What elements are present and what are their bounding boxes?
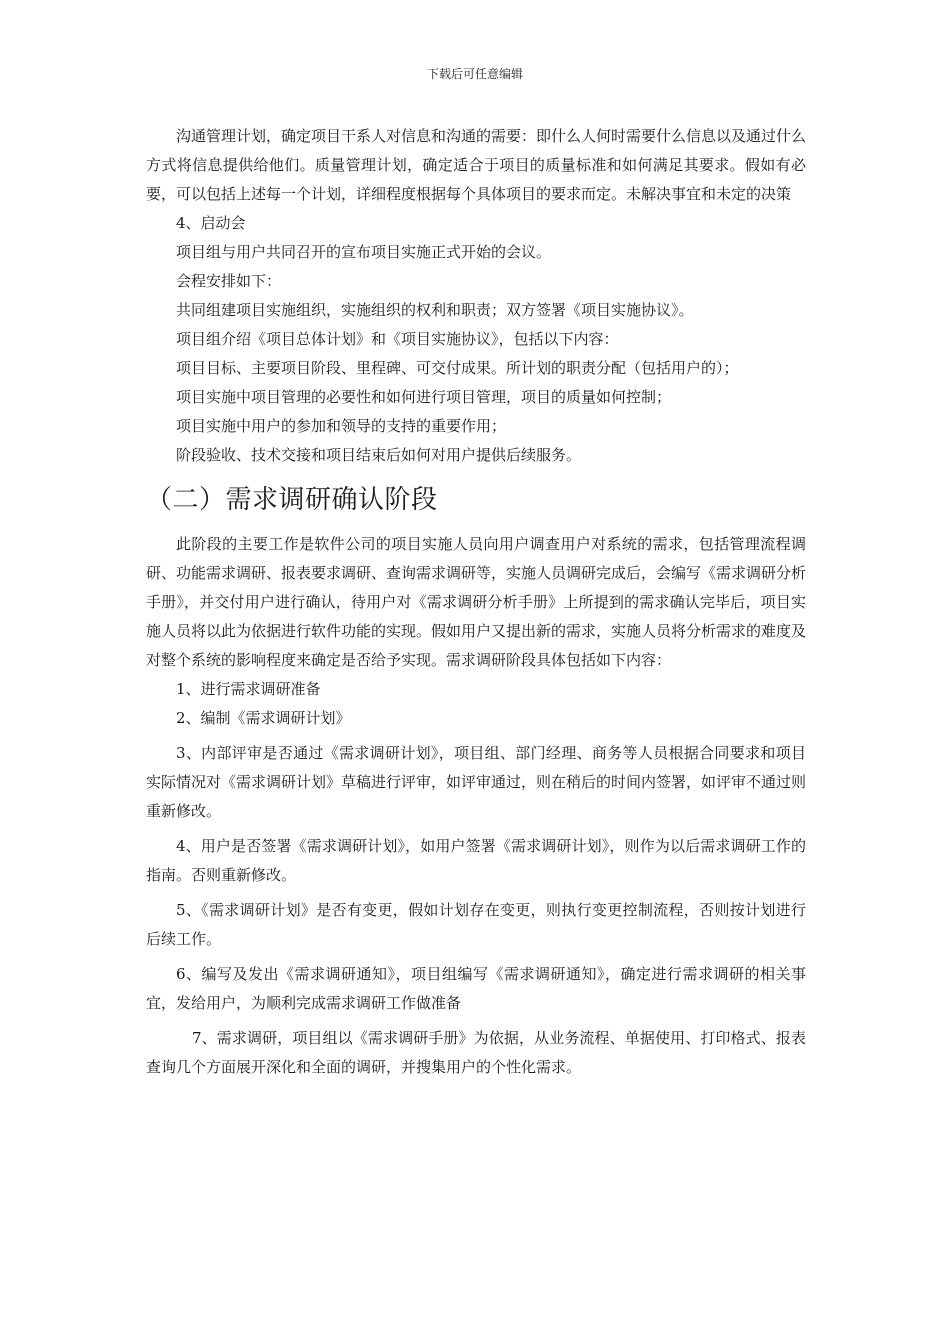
page-header: 下载后可任意编辑 (426, 67, 523, 81)
step-item: 5、《需求调研计划》是否有变更，假如计划存在变更，则执行变更控制流程，否则按计划进行后续工作。 (146, 901, 806, 948)
kickoff-description: 项目组与用户共同召开的宣布项目实施正式开始的会议。 (176, 243, 552, 261)
kickoff-agenda-item: 项目组介绍《项目总体计划》和《项目实施协议》，包括以下内容： (176, 330, 619, 348)
step-item: 6、编写及发出《需求调研通知》，项目组编写《需求调研通知》，确定进行需求调研的相关事宜，发给用户，为顺利完成需求调研工作做准备 (146, 965, 806, 1012)
kickoff-agenda-item: 项目目标、主要项目阶段、里程碑、可交付成果。所计划的职责分配（包括用户的）； (176, 359, 739, 377)
kickoff-agenda-label: 会程安排如下： (176, 272, 282, 290)
step-item: 2、编制《需求调研计划》 (176, 709, 351, 727)
section-heading: （二）需求调研确认阶段 (146, 485, 438, 515)
kickoff-agenda-item: 项目实施中项目管理的必要性和如何进行项目管理，项目的质量如何控制； (176, 388, 672, 406)
step-item: 1、进行需求调研准备 (176, 680, 321, 698)
intro-paragraph: 沟通管理计划，确定项目干系人对信息和沟通的需要：即什么人何时需要什么信息以及通过什么方式将信息提供给他们。质量管理计划，确定适合于项目的质量标准和如何满足其要求。假如有必要，可以包括上述每一个计划，详细程度根据每个具体项目的要求而定。未解决事宜和未定的决策 (146, 127, 807, 203)
kickoff-agenda-item: 阶段验收、技术交接和项目结束后如何对用户提供后续服务。 (176, 446, 582, 464)
kickoff-title: 4、启动会 (176, 214, 246, 232)
section-intro-paragraph: 此阶段的主要工作是软件公司的项目实施人员向用户调查用户对系统的需求，包括管理流程调研、功能需求调研、报表要求调研、查询需求调研等，实施人员调研完成后，会编写《需求调研分析手册》，并交付用户进行确认，待用户对《需求调研分析手册》上所提到的需求确认完毕后，项目实施人员将以此为依据进行软件功能的实现。假如用户又提出新的需求，实施人员将分析需求的难度及对整个系统的影响程度来确定是否给予实现。需求调研阶段具体包括如下内容： (146, 535, 807, 669)
kickoff-agenda-item: 共同组建项目实施组织，实施组织的权利和职责；双方签署《项目实施协议》。 (176, 301, 694, 319)
step-item: 7、需求调研，项目组以《需求调研手册》为依据，从业务流程、单据使用、打印格式、报表查询几个方面展开深化和全面的调研，并搜集用户的个性化需求。 (146, 1029, 806, 1076)
kickoff-agenda-item: 项目实施中用户的参加和领导的支持的重要作用； (176, 417, 507, 435)
step-item: 4、用户是否签署《需求调研计划》，如用户签署《需求调研计划》，则作为以后需求调研工作的指南。否则重新修改。 (146, 837, 806, 884)
step-item: 3、内部评审是否通过《需求调研计划》，项目组、部门经理、商务等人员根据合同要求和项目实际情况对《需求调研计划》草稿进行评审，如评审通过，则在稍后的时间内签署，如评审不通过则重新修改。 (146, 744, 807, 820)
document-body (146, 122, 806, 1082)
